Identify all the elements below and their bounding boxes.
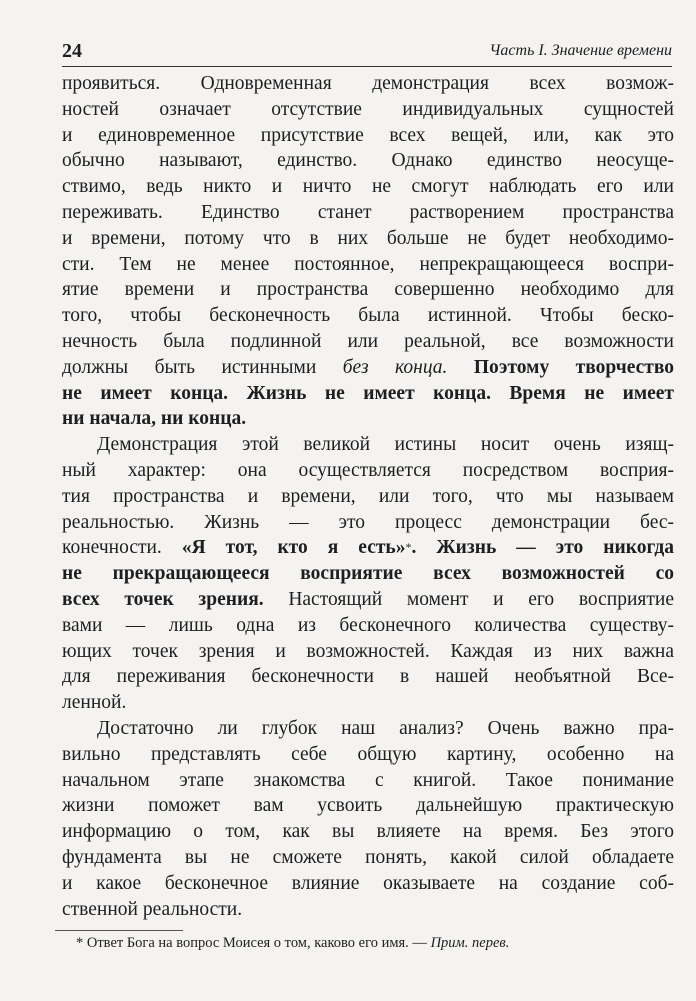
text-run: Настоящий момент и его восприятие — [263, 588, 674, 610]
text-run: того, чтобы бесконечность была истинной. Чтобы беско- — [62, 305, 674, 327]
text-line — [62, 355, 674, 381]
text-run: ственной реальности. — [62, 898, 243, 920]
footnote-translator-note: Прим. перев. — [430, 935, 510, 951]
footnote-ref: * — [405, 540, 412, 555]
text-line — [62, 200, 674, 226]
text-line — [62, 716, 674, 742]
body-text — [62, 71, 674, 922]
text-line — [62, 768, 674, 794]
text-line — [62, 226, 674, 252]
text-line — [62, 664, 674, 690]
text-line — [62, 71, 674, 97]
text-line — [62, 510, 674, 536]
text-run: жизни поможет вам усвоить дальнейшую практическую — [62, 795, 674, 817]
bold-text: «Я тот, кто я есть» — [181, 537, 406, 559]
text-run: конечности. — [62, 537, 182, 559]
text-run: обычно называют, единство. Однако единство неосуще- — [62, 150, 674, 172]
text-run: проявиться. Одновременная демонстрация всех возмож- — [62, 73, 674, 94]
bold-text: ни начала, ни конца. — [62, 408, 247, 430]
bold-text: всех точек зрения. — [62, 588, 264, 610]
text-line — [62, 871, 674, 897]
bold-text: не имеет конца. Жизнь не имеет конца. Время не имеет — [62, 382, 674, 404]
text-run: вильно представлять себе общую картину, особенно на — [62, 743, 674, 765]
bold-text: не прекращающееся восприятие всех возможностей со — [62, 563, 674, 585]
text-run: нечность была подлинной или реальной, все возможности — [62, 330, 674, 352]
bold-text: . Жизнь — это никогда — [411, 537, 674, 559]
text-line — [62, 793, 674, 819]
text-run: ятие времени и пространства совершенно необходимо для — [62, 279, 674, 301]
text-run: Достаточно ли глубок наш анализ? Очень важно пра- — [97, 717, 674, 739]
text-run: вами — лишь одна из бесконечного количества существу- — [62, 614, 674, 636]
text-run: для переживания бесконечности в нашей необъятной Все- — [62, 666, 674, 688]
text-line — [62, 148, 674, 174]
text-line — [62, 252, 674, 278]
page-number: 24 — [62, 40, 82, 62]
text-run: ющих точек зрения и возможностей. Каждая из них важна — [62, 640, 674, 662]
text-line — [62, 97, 674, 123]
text-line — [62, 303, 674, 329]
text-line — [62, 535, 674, 561]
text-line — [62, 561, 674, 587]
text-run: и времени, потому что в них больше не будет необходимо- — [62, 227, 674, 249]
text-line — [62, 613, 674, 639]
text-run: начальном этапе знакомства с книгой. Такое понимание — [62, 769, 674, 791]
running-title: Часть I. Значение времени — [489, 42, 672, 59]
text-run: информацию о том, как вы влияете на время. Без этого — [62, 821, 674, 843]
footnote-divider — [55, 930, 183, 931]
running-header — [62, 38, 672, 67]
footnote-text: Ответ Бога на вопрос Моисея о том, каково его имя. — — [83, 935, 431, 951]
text-run: и какое бесконечное влияние оказываете на создание соб- — [62, 872, 674, 894]
text-line — [62, 277, 674, 303]
footnote — [76, 934, 509, 952]
text-line — [62, 406, 674, 432]
text-run: фундамента вы не сможете понять, какой силой обладаете — [62, 846, 674, 868]
text-line — [62, 484, 674, 510]
text-run: Демонстрация этой великой истины носит очень изящ- — [97, 434, 674, 456]
text-line — [62, 174, 674, 200]
text-line — [62, 819, 674, 845]
italic-text: без конца. — [342, 356, 448, 378]
text-line — [62, 690, 674, 716]
text-line — [62, 639, 674, 665]
text-line — [62, 587, 674, 613]
text-line — [62, 432, 674, 458]
text-run: тия пространства и времени, или того, что мы называем — [62, 485, 674, 507]
text-line — [62, 845, 674, 871]
text-run: ный характер: она осуществляется посредством восприя- — [62, 459, 674, 481]
text-run: ностей означает отсутствие индивидуальных сущностей — [62, 98, 674, 120]
text-run: сти. Тем не менее постоянное, непрекращающееся воспри- — [62, 253, 674, 275]
text-run: ствимо, ведь никто и ничто не смогут наблюдать его или — [62, 176, 674, 198]
footnote-marker: * — [76, 935, 84, 951]
text-line — [62, 742, 674, 768]
text-line — [62, 123, 674, 149]
text-run: переживать. Единство станет растворением пространства — [62, 201, 674, 223]
text-run: ленной. — [62, 692, 127, 714]
text-run: реальностью. Жизнь — это процесс демонстрации бес- — [62, 511, 674, 533]
text-run: должны быть истинными — [62, 356, 343, 378]
text-line — [62, 329, 674, 355]
bold-text: Поэтому творчество — [447, 356, 675, 378]
text-line — [62, 381, 674, 407]
text-run: и единовременное присутствие всех вещей, или, как это — [62, 124, 674, 146]
text-line — [62, 458, 674, 484]
text-line — [62, 897, 674, 923]
